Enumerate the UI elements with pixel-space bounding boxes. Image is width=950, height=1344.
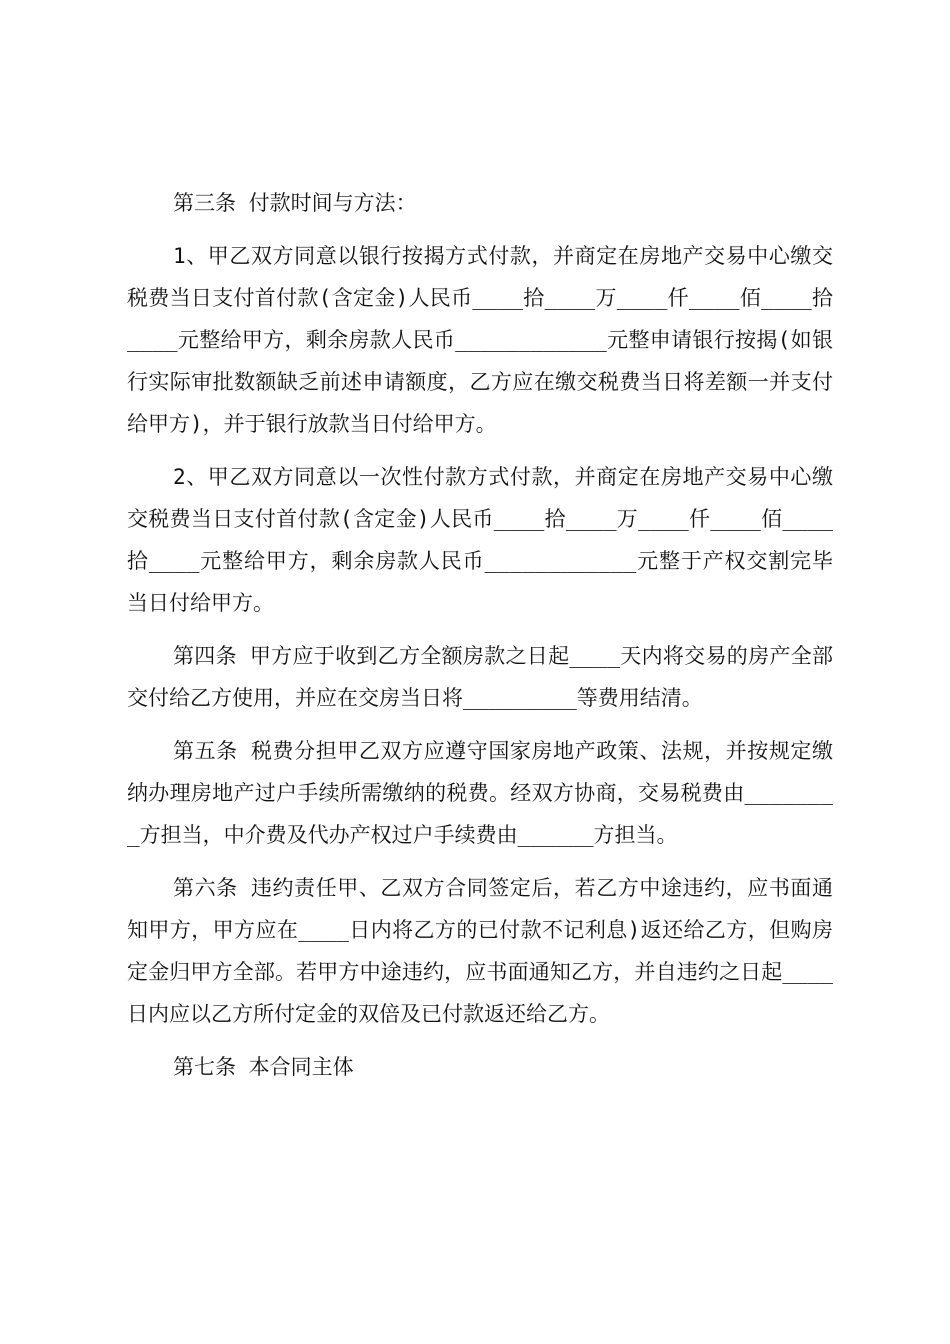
article-3-heading: 第三条 付款时间与方法：	[173, 191, 417, 215]
article-4: 第四条 甲方应于收到乙方全额房款之日起____天内将交易的房产全部交付给乙方使用，并应在交房当日将_________等费用结清。	[127, 644, 833, 710]
article-6: 第六条 违约责任甲、乙双方合同签定后，若乙方中途违约，应书面通知甲方，甲方应在____日内将乙方的已付款不记利息)返还给乙方，但购房定金归甲方全部。若甲方中途违约，应书面通知乙方，并自违约之日起____日内应以乙方所付定金的双倍及已付款返还给乙方。	[127, 876, 833, 1026]
article-3-clause-2: 2、甲乙双方同意以一次性付款方式付款，并商定在房地产交易中心缴交税费当日支付首付款(含定金)人民币____拾____万____仟____佰____拾____元整给甲方，剩余房款人民币____________元整于产权交割完毕当日付给甲方。	[127, 465, 833, 615]
article-7-heading: 第七条 本合同主体	[173, 1055, 354, 1079]
article-3-clause-1: 1、甲乙双方同意以银行按揭方式付款，并商定在房地产交易中心缴交税费当日支付首付款(含定金)人民币____拾____万____仟____佰____拾____元整给甲方，剩余房款人民币____________元整申请银行按揭(如银行实际审批数额缺乏前述申请额度，乙方应在缴交税费当日将差额一并支付给甲方)，并于银行放款当日付给甲方。	[127, 244, 833, 436]
article-5: 第五条 税费分担甲乙双方应遵守国家房地产政策、法规，并按规定缴纳办理房地产过户手续所需缴纳的税费。经双方协商，交易税费由________方担当，中介费及代办产权过户手续费由______方担当。	[127, 739, 833, 847]
contract-body	[127, 182, 833, 1099]
